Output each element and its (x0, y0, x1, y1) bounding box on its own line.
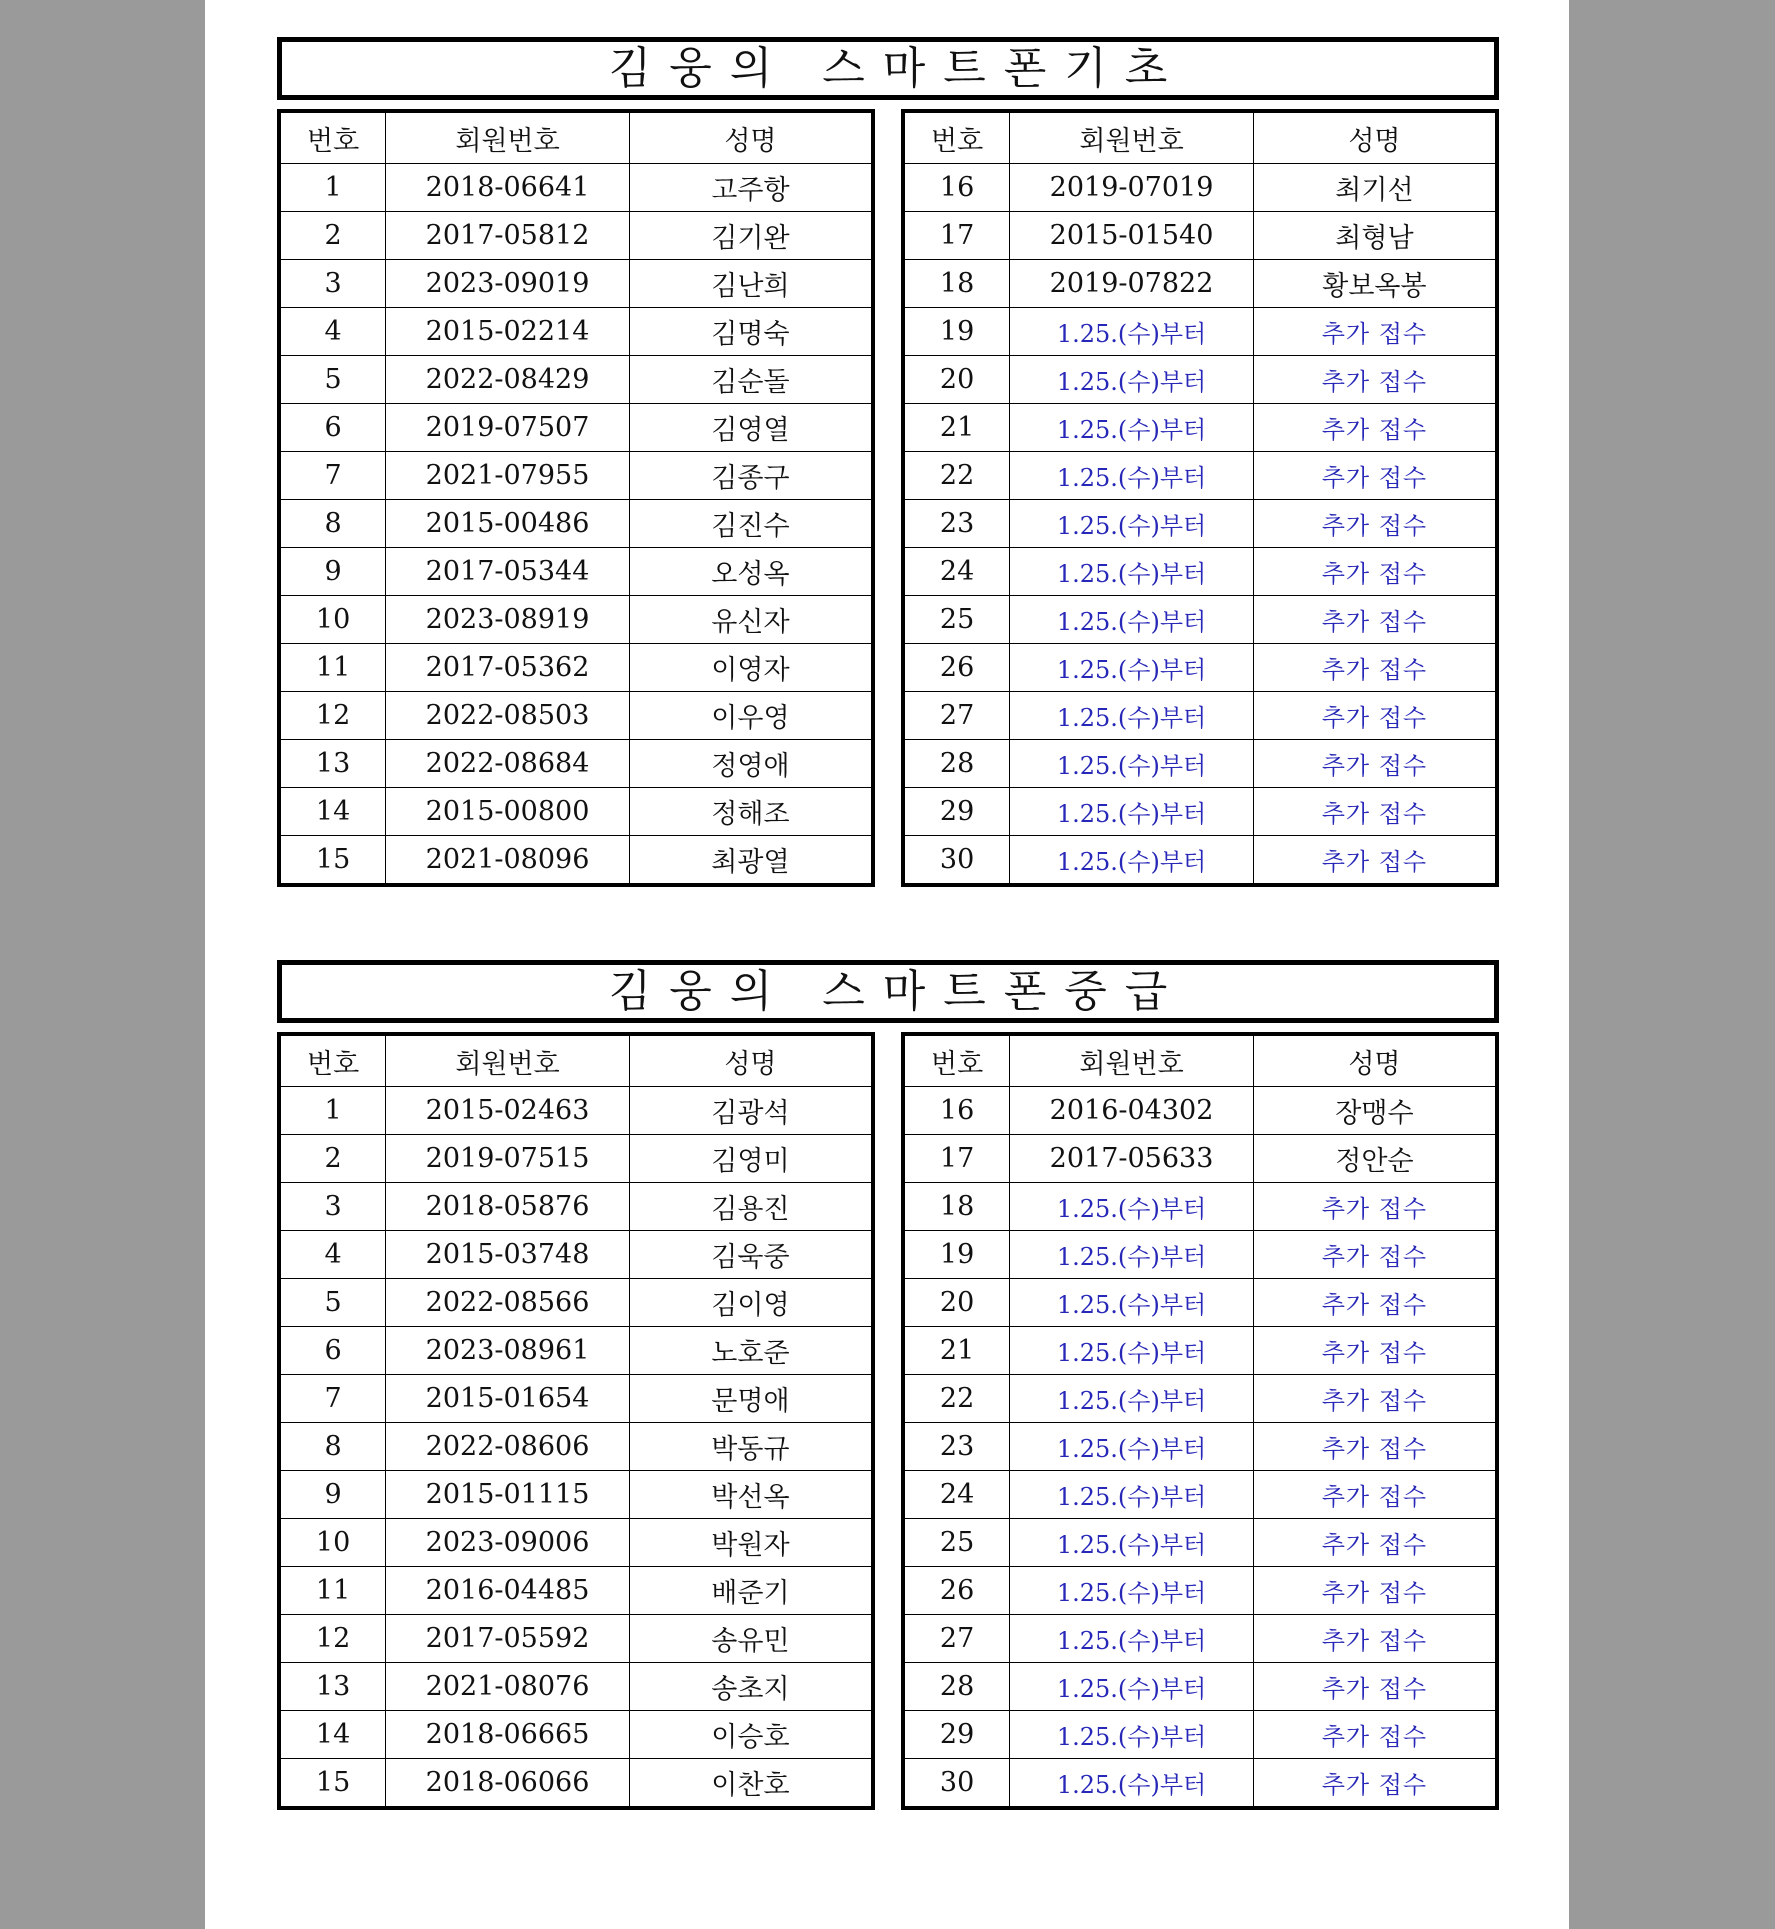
member-id: 1.25.(수)부터 (1010, 548, 1254, 596)
table-row-pending (903, 1663, 1497, 1711)
row-number: 4 (279, 1231, 386, 1279)
member-id: 2015-01115 (386, 1471, 630, 1519)
table-row-pending (903, 1423, 1497, 1471)
document-page (205, 0, 1569, 1929)
table-row (279, 356, 873, 404)
member-name: 추가 접수 (1253, 1519, 1497, 1567)
row-number: 6 (279, 404, 386, 452)
header-member-id: 회원번호 (386, 1034, 630, 1087)
table-row (279, 452, 873, 500)
member-id: 1.25.(수)부터 (1010, 1519, 1254, 1567)
row-number: 24 (903, 1471, 1010, 1519)
table-row-pending (903, 644, 1497, 692)
table-row (279, 740, 873, 788)
member-id: 2019-07822 (1010, 260, 1254, 308)
member-name: 추가 접수 (1253, 356, 1497, 404)
member-id: 2021-08096 (386, 836, 630, 886)
member-name: 장맹수 (1253, 1087, 1497, 1135)
member-name: 김종구 (629, 452, 873, 500)
member-name: 고주항 (629, 164, 873, 212)
member-id: 2021-08076 (386, 1663, 630, 1711)
member-id: 1.25.(수)부터 (1010, 1327, 1254, 1375)
table-row-pending (903, 788, 1497, 836)
row-number: 11 (279, 644, 386, 692)
member-name: 추가 접수 (1253, 1471, 1497, 1519)
member-id: 1.25.(수)부터 (1010, 644, 1254, 692)
member-id: 2017-05633 (1010, 1135, 1254, 1183)
member-name: 추가 접수 (1253, 740, 1497, 788)
header-name: 성명 (629, 1034, 873, 1087)
row-number: 14 (279, 788, 386, 836)
row-number: 25 (903, 1519, 1010, 1567)
header-no: 번호 (279, 111, 386, 164)
member-id: 1.25.(수)부터 (1010, 1663, 1254, 1711)
row-number: 29 (903, 1711, 1010, 1759)
member-id: 1.25.(수)부터 (1010, 596, 1254, 644)
table-header-row (903, 1034, 1497, 1087)
row-number: 7 (279, 452, 386, 500)
table-row (279, 1135, 873, 1183)
table-row (279, 212, 873, 260)
row-number: 15 (279, 1759, 386, 1809)
member-name: 황보옥봉 (1253, 260, 1497, 308)
member-id: 2016-04485 (386, 1567, 630, 1615)
table-row (279, 1711, 873, 1759)
row-number: 21 (903, 404, 1010, 452)
member-name: 이우영 (629, 692, 873, 740)
table-row (279, 548, 873, 596)
member-id: 2023-08919 (386, 596, 630, 644)
member-id: 1.25.(수)부터 (1010, 404, 1254, 452)
table-row (903, 1135, 1497, 1183)
table-row-pending (903, 548, 1497, 596)
table-row (279, 164, 873, 212)
member-id: 2017-05344 (386, 548, 630, 596)
table-row (279, 1279, 873, 1327)
member-name: 김광석 (629, 1087, 873, 1135)
member-name: 추가 접수 (1253, 836, 1497, 886)
table-row (903, 212, 1497, 260)
row-number: 6 (279, 1327, 386, 1375)
member-name: 추가 접수 (1253, 308, 1497, 356)
table-row (279, 1327, 873, 1375)
table-row (279, 1471, 873, 1519)
member-id: 1.25.(수)부터 (1010, 836, 1254, 886)
section-title-box-intermediate (277, 960, 1499, 1023)
member-name: 이찬호 (629, 1759, 873, 1809)
table-row (279, 1087, 873, 1135)
member-id: 2015-00486 (386, 500, 630, 548)
member-name: 추가 접수 (1253, 1615, 1497, 1663)
member-id: 1.25.(수)부터 (1010, 1231, 1254, 1279)
member-name: 유신자 (629, 596, 873, 644)
table-row (279, 596, 873, 644)
table-row-pending (903, 404, 1497, 452)
member-name: 추가 접수 (1253, 1567, 1497, 1615)
row-number: 28 (903, 740, 1010, 788)
member-name: 박선옥 (629, 1471, 873, 1519)
header-no: 번호 (279, 1034, 386, 1087)
row-number: 5 (279, 356, 386, 404)
row-number: 30 (903, 836, 1010, 886)
table-row (903, 164, 1497, 212)
member-id: 1.25.(수)부터 (1010, 788, 1254, 836)
member-id: 2018-06066 (386, 1759, 630, 1809)
table-row-pending (903, 740, 1497, 788)
member-id: 2022-08606 (386, 1423, 630, 1471)
member-id: 2017-05812 (386, 212, 630, 260)
table-row (903, 260, 1497, 308)
row-number: 16 (903, 1087, 1010, 1135)
member-name: 이영자 (629, 644, 873, 692)
member-id: 1.25.(수)부터 (1010, 500, 1254, 548)
row-number: 1 (279, 164, 386, 212)
section-title: 김웅의 스마트폰중급 (608, 965, 1186, 1017)
member-name: 추가 접수 (1253, 788, 1497, 836)
member-id: 2018-06665 (386, 1711, 630, 1759)
row-number: 27 (903, 1615, 1010, 1663)
row-number: 12 (279, 1615, 386, 1663)
table-row-pending (903, 1375, 1497, 1423)
section-title: 김웅의 스마트폰기초 (608, 42, 1186, 94)
row-number: 1 (279, 1087, 386, 1135)
row-number: 21 (903, 1327, 1010, 1375)
row-number: 7 (279, 1375, 386, 1423)
table-header-row (279, 111, 873, 164)
row-number: 19 (903, 1231, 1010, 1279)
member-id: 2015-01540 (1010, 212, 1254, 260)
table-row-pending (903, 500, 1497, 548)
member-name: 박동규 (629, 1423, 873, 1471)
table-row (279, 1759, 873, 1809)
row-number: 14 (279, 1711, 386, 1759)
member-name: 김진수 (629, 500, 873, 548)
row-number: 3 (279, 1183, 386, 1231)
row-number: 12 (279, 692, 386, 740)
member-id: 1.25.(수)부터 (1010, 740, 1254, 788)
member-id: 2021-07955 (386, 452, 630, 500)
row-number: 18 (903, 260, 1010, 308)
table-row-pending (903, 1759, 1497, 1809)
member-name: 정영애 (629, 740, 873, 788)
header-member-id: 회원번호 (1010, 1034, 1254, 1087)
row-number: 10 (279, 596, 386, 644)
table-row (279, 1663, 873, 1711)
member-id: 1.25.(수)부터 (1010, 1615, 1254, 1663)
table-row (279, 1375, 873, 1423)
table-row (279, 1567, 873, 1615)
member-name: 노호준 (629, 1327, 873, 1375)
member-id: 1.25.(수)부터 (1010, 1759, 1254, 1809)
table-row (279, 404, 873, 452)
member-name: 정안순 (1253, 1135, 1497, 1183)
row-number: 8 (279, 1423, 386, 1471)
member-id: 2019-07507 (386, 404, 630, 452)
member-name: 추가 접수 (1253, 596, 1497, 644)
table-header-row (279, 1034, 873, 1087)
header-no: 번호 (903, 1034, 1010, 1087)
table-row (279, 788, 873, 836)
roster-table-intermediate-left (277, 1032, 875, 1810)
row-number: 8 (279, 500, 386, 548)
member-id: 2019-07515 (386, 1135, 630, 1183)
table-row (279, 500, 873, 548)
member-id: 2017-05362 (386, 644, 630, 692)
table-row-pending (903, 1327, 1497, 1375)
section-title-box-basic (277, 37, 1499, 100)
table-row-pending (903, 692, 1497, 740)
member-name: 추가 접수 (1253, 1231, 1497, 1279)
table-row-pending (903, 596, 1497, 644)
member-id: 1.25.(수)부터 (1010, 1711, 1254, 1759)
table-row (279, 836, 873, 886)
member-name: 김기완 (629, 212, 873, 260)
member-name: 김명숙 (629, 308, 873, 356)
row-number: 23 (903, 500, 1010, 548)
member-name: 김순돌 (629, 356, 873, 404)
member-id: 1.25.(수)부터 (1010, 1375, 1254, 1423)
member-id: 1.25.(수)부터 (1010, 1423, 1254, 1471)
member-name: 추가 접수 (1253, 1711, 1497, 1759)
row-number: 29 (903, 788, 1010, 836)
member-name: 김욱중 (629, 1231, 873, 1279)
member-name: 추가 접수 (1253, 1327, 1497, 1375)
table-row (279, 1183, 873, 1231)
table-header-row (903, 111, 1497, 164)
row-number: 17 (903, 212, 1010, 260)
member-name: 추가 접수 (1253, 644, 1497, 692)
table-row (279, 260, 873, 308)
member-id: 1.25.(수)부터 (1010, 1279, 1254, 1327)
row-number: 13 (279, 1663, 386, 1711)
row-number: 17 (903, 1135, 1010, 1183)
member-name: 이승호 (629, 1711, 873, 1759)
member-id: 1.25.(수)부터 (1010, 1567, 1254, 1615)
member-name: 추가 접수 (1253, 1759, 1497, 1809)
member-name: 추가 접수 (1253, 1423, 1497, 1471)
member-id: 2017-05592 (386, 1615, 630, 1663)
member-id: 2023-09006 (386, 1519, 630, 1567)
header-member-id: 회원번호 (386, 111, 630, 164)
member-id: 2019-07019 (1010, 164, 1254, 212)
row-number: 25 (903, 596, 1010, 644)
member-id: 2018-06641 (386, 164, 630, 212)
member-id: 1.25.(수)부터 (1010, 452, 1254, 500)
row-number: 28 (903, 1663, 1010, 1711)
member-id: 2015-03748 (386, 1231, 630, 1279)
member-id: 1.25.(수)부터 (1010, 356, 1254, 404)
row-number: 5 (279, 1279, 386, 1327)
member-id: 2016-04302 (1010, 1087, 1254, 1135)
member-name: 추가 접수 (1253, 692, 1497, 740)
member-name: 박원자 (629, 1519, 873, 1567)
member-name: 김영열 (629, 404, 873, 452)
member-id: 1.25.(수)부터 (1010, 308, 1254, 356)
member-id: 1.25.(수)부터 (1010, 1183, 1254, 1231)
row-number: 18 (903, 1183, 1010, 1231)
row-number: 22 (903, 452, 1010, 500)
table-row-pending (903, 1711, 1497, 1759)
member-id: 2022-08566 (386, 1279, 630, 1327)
member-name: 송유민 (629, 1615, 873, 1663)
member-name: 김용진 (629, 1183, 873, 1231)
member-id: 2022-08684 (386, 740, 630, 788)
member-id: 1.25.(수)부터 (1010, 692, 1254, 740)
header-name: 성명 (1253, 1034, 1497, 1087)
member-name: 최광열 (629, 836, 873, 886)
row-number: 20 (903, 1279, 1010, 1327)
member-name: 김이영 (629, 1279, 873, 1327)
table-row-pending (903, 1183, 1497, 1231)
member-name: 김난희 (629, 260, 873, 308)
roster-table-basic-right (901, 109, 1499, 887)
row-number: 4 (279, 308, 386, 356)
row-number: 26 (903, 1567, 1010, 1615)
member-name: 정해조 (629, 788, 873, 836)
member-id: 2015-02214 (386, 308, 630, 356)
member-name: 추가 접수 (1253, 1375, 1497, 1423)
member-name: 추가 접수 (1253, 500, 1497, 548)
table-row (279, 1231, 873, 1279)
member-id: 2022-08503 (386, 692, 630, 740)
table-row-pending (903, 1567, 1497, 1615)
row-number: 15 (279, 836, 386, 886)
table-row-pending (903, 836, 1497, 886)
member-id: 2018-05876 (386, 1183, 630, 1231)
table-row (279, 1423, 873, 1471)
table-row (279, 308, 873, 356)
row-number: 24 (903, 548, 1010, 596)
member-id: 2023-08961 (386, 1327, 630, 1375)
row-number: 2 (279, 1135, 386, 1183)
table-row-pending (903, 1279, 1497, 1327)
member-id: 2015-01654 (386, 1375, 630, 1423)
roster-table-intermediate-right (901, 1032, 1499, 1810)
member-name: 최형남 (1253, 212, 1497, 260)
member-name: 추가 접수 (1253, 1183, 1497, 1231)
table-row-pending (903, 452, 1497, 500)
header-member-id: 회원번호 (1010, 111, 1254, 164)
member-name: 오성옥 (629, 548, 873, 596)
member-id: 2015-00800 (386, 788, 630, 836)
row-number: 9 (279, 548, 386, 596)
member-id: 2015-02463 (386, 1087, 630, 1135)
row-number: 9 (279, 1471, 386, 1519)
table-row-pending (903, 1231, 1497, 1279)
member-name: 추가 접수 (1253, 1663, 1497, 1711)
table-row (903, 1087, 1497, 1135)
header-no: 번호 (903, 111, 1010, 164)
row-number: 23 (903, 1423, 1010, 1471)
table-row-pending (903, 1519, 1497, 1567)
member-id: 2023-09019 (386, 260, 630, 308)
row-number: 11 (279, 1567, 386, 1615)
member-name: 추가 접수 (1253, 548, 1497, 596)
member-name: 추가 접수 (1253, 1279, 1497, 1327)
table-row-pending (903, 1471, 1497, 1519)
member-name: 김영미 (629, 1135, 873, 1183)
row-number: 19 (903, 308, 1010, 356)
table-row (279, 1519, 873, 1567)
header-name: 성명 (629, 111, 873, 164)
member-name: 문명애 (629, 1375, 873, 1423)
table-row (279, 644, 873, 692)
member-name: 송초지 (629, 1663, 873, 1711)
row-number: 13 (279, 740, 386, 788)
row-number: 2 (279, 212, 386, 260)
table-row (279, 1615, 873, 1663)
row-number: 27 (903, 692, 1010, 740)
row-number: 10 (279, 1519, 386, 1567)
member-id: 1.25.(수)부터 (1010, 1471, 1254, 1519)
row-number: 22 (903, 1375, 1010, 1423)
row-number: 26 (903, 644, 1010, 692)
member-name: 배준기 (629, 1567, 873, 1615)
member-name: 추가 접수 (1253, 452, 1497, 500)
table-row-pending (903, 1615, 1497, 1663)
table-row-pending (903, 308, 1497, 356)
row-number: 30 (903, 1759, 1010, 1809)
row-number: 16 (903, 164, 1010, 212)
roster-table-basic-left (277, 109, 875, 887)
row-number: 20 (903, 356, 1010, 404)
member-name: 추가 접수 (1253, 404, 1497, 452)
row-number: 3 (279, 260, 386, 308)
table-row (279, 692, 873, 740)
header-name: 성명 (1253, 111, 1497, 164)
table-row-pending (903, 356, 1497, 404)
member-name: 최기선 (1253, 164, 1497, 212)
member-id: 2022-08429 (386, 356, 630, 404)
